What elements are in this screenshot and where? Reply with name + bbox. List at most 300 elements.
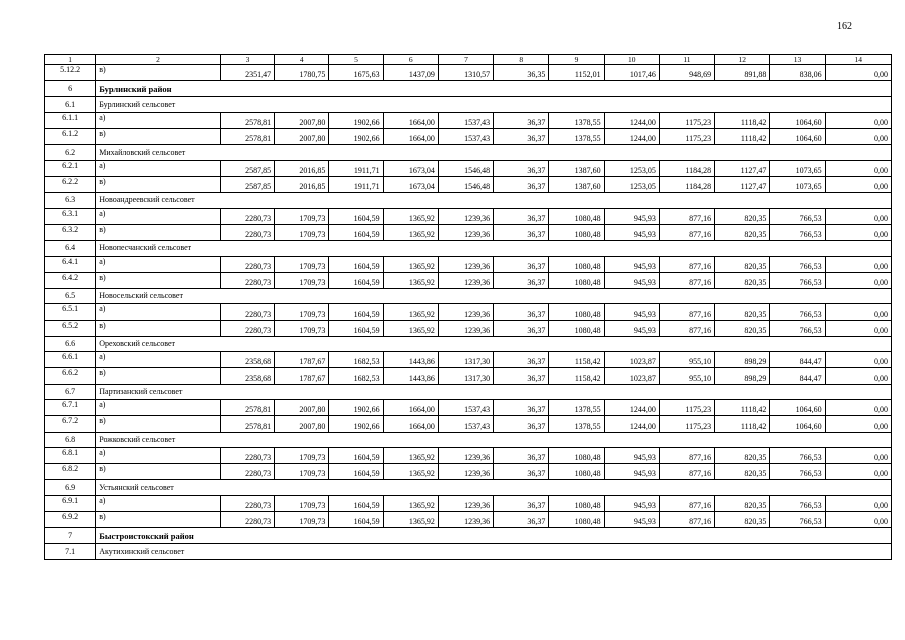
value-cell: 898,29 (715, 368, 770, 384)
value-cell: 1184,28 (659, 176, 714, 192)
row-code: 6.7.1 (45, 400, 96, 416)
value-cell: 820,35 (715, 224, 770, 240)
row-code: 6 (45, 81, 96, 97)
value-cell: 2007,80 (275, 416, 329, 432)
subdivision-row (45, 288, 892, 304)
value-cell: 0,00 (825, 272, 891, 288)
value-cell: 1127,47 (715, 176, 770, 192)
value-cell: 36,37 (494, 416, 549, 432)
subdivision-name: Акутихинский сельсовет (96, 544, 892, 560)
value-cell: 36,37 (494, 400, 549, 416)
value-cell: 1673,04 (383, 176, 438, 192)
subdivision-name: Новосельский сельсовет (96, 288, 892, 304)
value-cell: 1064,60 (770, 112, 825, 128)
district-name: Бурлинский район (96, 81, 892, 97)
value-cell: 877,16 (659, 448, 714, 464)
value-cell: 1365,92 (383, 208, 438, 224)
district-row (45, 528, 892, 544)
value-cell: 1023,87 (604, 352, 659, 368)
value-cell: 1118,42 (715, 400, 770, 416)
value-cell: 0,00 (825, 129, 891, 145)
value-cell: 877,16 (659, 224, 714, 240)
value-cell: 0,00 (825, 304, 891, 320)
value-cell: 0,00 (825, 320, 891, 336)
value-cell: 820,35 (715, 272, 770, 288)
value-cell: 1902,66 (329, 400, 383, 416)
value-cell: 2007,80 (275, 129, 329, 145)
value-cell: 1239,36 (438, 208, 493, 224)
value-cell: 766,53 (770, 464, 825, 480)
value-cell: 945,93 (604, 512, 659, 528)
row-code: 6.3.1 (45, 208, 96, 224)
column-number-cell: 7 (438, 55, 493, 65)
value-cell: 2016,85 (275, 160, 329, 176)
value-cell: 1175,23 (659, 416, 714, 432)
value-cell: 1239,36 (438, 512, 493, 528)
value-cell: 1175,23 (659, 400, 714, 416)
value-cell: 2007,80 (275, 112, 329, 128)
value-cell: 0,00 (825, 464, 891, 480)
value-cell: 1378,55 (549, 400, 604, 416)
district-row (45, 81, 892, 97)
value-cell: 766,53 (770, 320, 825, 336)
value-cell: 945,93 (604, 208, 659, 224)
value-cell: 1239,36 (438, 495, 493, 511)
value-cell: 1378,55 (549, 112, 604, 128)
subdivision-name: Ореховский сельсовет (96, 336, 892, 352)
row-code: 6.9.2 (45, 512, 96, 528)
row-marker: в) (96, 368, 221, 384)
table-row (45, 272, 892, 288)
value-cell: 1604,59 (329, 320, 383, 336)
value-cell: 0,00 (825, 112, 891, 128)
row-code: 6.6 (45, 336, 96, 352)
value-cell: 1902,66 (329, 129, 383, 145)
value-cell: 1709,73 (275, 304, 329, 320)
value-cell: 1365,92 (383, 272, 438, 288)
value-cell: 1787,67 (275, 368, 329, 384)
row-code: 7.1 (45, 544, 96, 560)
value-cell: 1604,59 (329, 272, 383, 288)
row-marker: в) (96, 65, 221, 81)
row-code: 6.4 (45, 241, 96, 257)
value-cell: 1365,92 (383, 495, 438, 511)
value-cell: 1118,42 (715, 112, 770, 128)
row-code: 6.7 (45, 384, 96, 400)
value-cell: 1604,59 (329, 256, 383, 272)
value-cell: 1310,57 (438, 65, 493, 81)
value-cell: 877,16 (659, 512, 714, 528)
value-cell: 766,53 (770, 448, 825, 464)
value-cell: 820,35 (715, 464, 770, 480)
column-number-row (45, 55, 892, 65)
subdivision-name: Устьянский сельсовет (96, 480, 892, 496)
value-cell: 2578,81 (220, 112, 274, 128)
value-cell: 36,37 (494, 129, 549, 145)
value-cell: 36,37 (494, 320, 549, 336)
row-code: 6.3 (45, 193, 96, 209)
value-cell: 0,00 (825, 400, 891, 416)
value-cell: 0,00 (825, 224, 891, 240)
value-cell: 1911,71 (329, 160, 383, 176)
value-cell: 36,37 (494, 208, 549, 224)
value-cell: 1244,00 (604, 129, 659, 145)
subdivision-row (45, 145, 892, 161)
row-code: 6.3.2 (45, 224, 96, 240)
value-cell: 898,29 (715, 352, 770, 368)
value-cell: 1080,48 (549, 320, 604, 336)
column-number-cell: 3 (220, 55, 274, 65)
table-row (45, 176, 892, 192)
row-code: 6.2.1 (45, 160, 96, 176)
value-cell: 1387,60 (549, 176, 604, 192)
value-cell: 1253,05 (604, 160, 659, 176)
value-cell: 2280,73 (220, 448, 274, 464)
column-number-cell: 1 (45, 55, 96, 65)
row-marker: а) (96, 208, 221, 224)
value-cell: 945,93 (604, 320, 659, 336)
value-cell: 1604,59 (329, 464, 383, 480)
value-cell: 766,53 (770, 208, 825, 224)
value-cell: 2351,47 (220, 65, 274, 81)
value-cell: 766,53 (770, 224, 825, 240)
value-cell: 1902,66 (329, 112, 383, 128)
value-cell: 1546,48 (438, 160, 493, 176)
value-cell: 1902,66 (329, 416, 383, 432)
value-cell: 2280,73 (220, 464, 274, 480)
value-cell: 36,37 (494, 304, 549, 320)
value-cell: 1175,23 (659, 129, 714, 145)
value-cell: 945,93 (604, 224, 659, 240)
subdivision-name: Рожковский сельсовет (96, 432, 892, 448)
value-cell: 891,88 (715, 65, 770, 81)
value-cell: 1537,43 (438, 129, 493, 145)
value-cell: 2016,85 (275, 176, 329, 192)
value-cell: 0,00 (825, 256, 891, 272)
table-row (45, 129, 892, 145)
value-cell: 1378,55 (549, 129, 604, 145)
value-cell: 1064,60 (770, 400, 825, 416)
row-code: 6.1.2 (45, 129, 96, 145)
row-marker: в) (96, 464, 221, 480)
value-cell: 1118,42 (715, 129, 770, 145)
value-cell: 1682,53 (329, 368, 383, 384)
table-row (45, 400, 892, 416)
value-cell: 1780,75 (275, 65, 329, 81)
value-cell: 820,35 (715, 304, 770, 320)
value-cell: 955,10 (659, 368, 714, 384)
table-row (45, 112, 892, 128)
value-cell: 1537,43 (438, 416, 493, 432)
table-row (45, 416, 892, 432)
row-code: 6.6.1 (45, 352, 96, 368)
value-cell: 1127,47 (715, 160, 770, 176)
value-cell: 1158,42 (549, 368, 604, 384)
value-cell: 877,16 (659, 256, 714, 272)
value-cell: 1709,73 (275, 464, 329, 480)
value-cell: 1664,00 (383, 400, 438, 416)
value-cell: 2280,73 (220, 320, 274, 336)
value-cell: 1664,00 (383, 416, 438, 432)
column-number-cell: 9 (549, 55, 604, 65)
column-number-cell: 5 (329, 55, 383, 65)
subdivision-row (45, 384, 892, 400)
value-cell: 1239,36 (438, 256, 493, 272)
value-cell: 2280,73 (220, 512, 274, 528)
value-cell: 844,47 (770, 352, 825, 368)
value-cell: 1080,48 (549, 448, 604, 464)
value-cell: 1437,09 (383, 65, 438, 81)
value-cell: 877,16 (659, 464, 714, 480)
subdivision-name: Партизанский сельсовет (96, 384, 892, 400)
value-cell: 36,37 (494, 272, 549, 288)
value-cell: 36,37 (494, 256, 549, 272)
table-row (45, 368, 892, 384)
table-row (45, 352, 892, 368)
value-cell: 820,35 (715, 448, 770, 464)
value-cell: 2358,68 (220, 368, 274, 384)
value-cell: 1317,30 (438, 368, 493, 384)
value-cell: 2280,73 (220, 256, 274, 272)
value-cell: 0,00 (825, 160, 891, 176)
table-row (45, 495, 892, 511)
row-marker: в) (96, 512, 221, 528)
value-cell: 945,93 (604, 272, 659, 288)
value-cell: 1064,60 (770, 416, 825, 432)
value-cell: 1253,05 (604, 176, 659, 192)
row-marker: в) (96, 320, 221, 336)
row-code: 6.9.1 (45, 495, 96, 511)
value-cell: 766,53 (770, 304, 825, 320)
value-cell: 1118,42 (715, 416, 770, 432)
column-number-cell: 11 (659, 55, 714, 65)
value-cell: 945,93 (604, 495, 659, 511)
row-code: 6.8.2 (45, 464, 96, 480)
value-cell: 948,69 (659, 65, 714, 81)
value-cell: 820,35 (715, 320, 770, 336)
value-cell: 1239,36 (438, 448, 493, 464)
value-cell: 1080,48 (549, 208, 604, 224)
value-cell: 1604,59 (329, 208, 383, 224)
value-cell: 1239,36 (438, 224, 493, 240)
value-cell: 1244,00 (604, 112, 659, 128)
row-marker: а) (96, 400, 221, 416)
table-row (45, 304, 892, 320)
value-cell: 1080,48 (549, 304, 604, 320)
value-cell: 36,37 (494, 160, 549, 176)
column-number-cell: 8 (494, 55, 549, 65)
value-cell: 2578,81 (220, 400, 274, 416)
value-cell: 1239,36 (438, 464, 493, 480)
value-cell: 1604,59 (329, 304, 383, 320)
value-cell: 2280,73 (220, 224, 274, 240)
value-cell: 1443,86 (383, 368, 438, 384)
row-marker: а) (96, 160, 221, 176)
value-cell: 36,37 (494, 368, 549, 384)
table-row (45, 464, 892, 480)
row-marker: а) (96, 256, 221, 272)
value-cell: 1546,48 (438, 176, 493, 192)
value-cell: 2280,73 (220, 304, 274, 320)
value-cell: 1175,23 (659, 112, 714, 128)
value-cell: 2578,81 (220, 416, 274, 432)
value-cell: 1365,92 (383, 320, 438, 336)
row-code: 6.5 (45, 288, 96, 304)
value-cell: 1317,30 (438, 352, 493, 368)
value-cell: 877,16 (659, 272, 714, 288)
value-cell: 1604,59 (329, 224, 383, 240)
row-code: 6.8 (45, 432, 96, 448)
value-cell: 877,16 (659, 304, 714, 320)
value-cell: 1709,73 (275, 512, 329, 528)
value-cell: 0,00 (825, 368, 891, 384)
value-cell: 1675,63 (329, 65, 383, 81)
subdivision-row (45, 97, 892, 113)
value-cell: 2280,73 (220, 208, 274, 224)
value-cell: 820,35 (715, 495, 770, 511)
value-cell: 36,37 (494, 512, 549, 528)
row-code: 6.1.1 (45, 112, 96, 128)
value-cell: 955,10 (659, 352, 714, 368)
row-marker: в) (96, 129, 221, 145)
row-code: 6.2.2 (45, 176, 96, 192)
value-cell: 0,00 (825, 352, 891, 368)
value-cell: 844,47 (770, 368, 825, 384)
value-cell: 0,00 (825, 416, 891, 432)
table-row (45, 320, 892, 336)
value-cell: 945,93 (604, 448, 659, 464)
value-cell: 945,93 (604, 304, 659, 320)
row-marker: а) (96, 112, 221, 128)
value-cell: 36,35 (494, 65, 549, 81)
row-code: 6.5.1 (45, 304, 96, 320)
row-marker: а) (96, 352, 221, 368)
value-cell: 1365,92 (383, 512, 438, 528)
row-code: 7 (45, 528, 96, 544)
subdivision-row (45, 544, 892, 560)
value-cell: 877,16 (659, 495, 714, 511)
row-marker: а) (96, 304, 221, 320)
table-row (45, 448, 892, 464)
value-cell: 1239,36 (438, 320, 493, 336)
value-cell: 820,35 (715, 208, 770, 224)
subdivision-row (45, 241, 892, 257)
page-number: 162 (837, 21, 852, 32)
value-cell: 1080,48 (549, 495, 604, 511)
table-body (45, 55, 892, 560)
value-cell: 877,16 (659, 208, 714, 224)
value-cell: 36,37 (494, 495, 549, 511)
column-number-cell: 6 (383, 55, 438, 65)
value-cell: 1073,65 (770, 176, 825, 192)
value-cell: 820,35 (715, 256, 770, 272)
value-cell: 1365,92 (383, 304, 438, 320)
value-cell: 1365,92 (383, 464, 438, 480)
row-code: 5.12.2 (45, 65, 96, 81)
tariff-table (44, 54, 892, 560)
value-cell: 1443,86 (383, 352, 438, 368)
value-cell: 1709,73 (275, 224, 329, 240)
row-marker: в) (96, 272, 221, 288)
table-row (45, 256, 892, 272)
column-number-cell: 4 (275, 55, 329, 65)
value-cell: 1664,00 (383, 129, 438, 145)
value-cell: 0,00 (825, 208, 891, 224)
value-cell: 838,06 (770, 65, 825, 81)
value-cell: 1387,60 (549, 160, 604, 176)
value-cell: 0,00 (825, 512, 891, 528)
value-cell: 1378,55 (549, 416, 604, 432)
value-cell: 1080,48 (549, 256, 604, 272)
value-cell: 877,16 (659, 320, 714, 336)
value-cell: 1244,00 (604, 400, 659, 416)
value-cell: 2578,81 (220, 129, 274, 145)
value-cell: 0,00 (825, 448, 891, 464)
table-row (45, 65, 892, 81)
value-cell: 2280,73 (220, 495, 274, 511)
value-cell: 2358,68 (220, 352, 274, 368)
value-cell: 0,00 (825, 65, 891, 81)
subdivision-row (45, 193, 892, 209)
value-cell: 1017,46 (604, 65, 659, 81)
value-cell: 1073,65 (770, 160, 825, 176)
value-cell: 1365,92 (383, 224, 438, 240)
district-name: Быстроистокский район (96, 528, 892, 544)
row-marker: в) (96, 416, 221, 432)
subdivision-name: Новоандреевский сельсовет (96, 193, 892, 209)
value-cell: 36,37 (494, 352, 549, 368)
value-cell: 1080,48 (549, 512, 604, 528)
row-code: 6.4.2 (45, 272, 96, 288)
value-cell: 36,37 (494, 224, 549, 240)
column-number-cell: 10 (604, 55, 659, 65)
row-code: 6.9 (45, 480, 96, 496)
value-cell: 766,53 (770, 512, 825, 528)
value-cell: 820,35 (715, 512, 770, 528)
value-cell: 36,37 (494, 448, 549, 464)
column-number-cell: 12 (715, 55, 770, 65)
row-marker: а) (96, 448, 221, 464)
row-marker: в) (96, 224, 221, 240)
row-marker: а) (96, 495, 221, 511)
value-cell: 1184,28 (659, 160, 714, 176)
value-cell: 1158,42 (549, 352, 604, 368)
column-number-cell: 13 (770, 55, 825, 65)
value-cell: 1709,73 (275, 208, 329, 224)
row-marker: в) (96, 176, 221, 192)
value-cell: 1023,87 (604, 368, 659, 384)
value-cell: 1080,48 (549, 464, 604, 480)
row-code: 6.6.2 (45, 368, 96, 384)
value-cell: 2587,85 (220, 176, 274, 192)
value-cell: 1664,00 (383, 112, 438, 128)
value-cell: 2280,73 (220, 272, 274, 288)
value-cell: 1673,04 (383, 160, 438, 176)
row-code: 6.8.1 (45, 448, 96, 464)
row-code: 6.7.2 (45, 416, 96, 432)
value-cell: 1709,73 (275, 448, 329, 464)
value-cell: 0,00 (825, 176, 891, 192)
subdivision-name: Новопесчанский сельсовет (96, 241, 892, 257)
value-cell: 2587,85 (220, 160, 274, 176)
table-row (45, 160, 892, 176)
value-cell: 1537,43 (438, 400, 493, 416)
value-cell: 1709,73 (275, 256, 329, 272)
subdivision-row (45, 480, 892, 496)
value-cell: 1537,43 (438, 112, 493, 128)
row-code: 6.1 (45, 97, 96, 113)
value-cell: 1365,92 (383, 448, 438, 464)
